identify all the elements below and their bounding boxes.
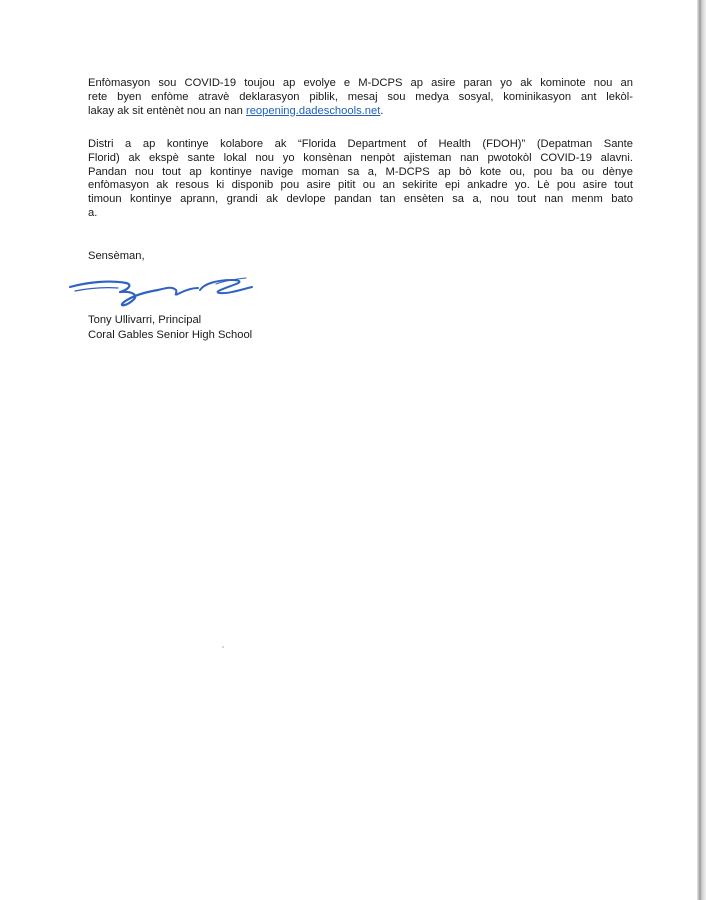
paragraph-line: rete byen enfòme atravè deklarasyon piblik, mesaj sou medya sosyal, kominikasyon ant lekòl- <box>88 90 633 103</box>
paragraph-line-prefix: lakay ak sit entènèt nou an nan <box>88 104 246 117</box>
reopening-website-link[interactable]: reopening.dadeschools.net <box>245 104 381 117</box>
paragraph-line: Pandan nou tout ap kontinye navige moman sa a, M-DCPS ap bò kote ou, pou ba ou dènye <box>88 165 633 178</box>
school-name: Coral Gables Senior High School <box>88 328 253 341</box>
page-edge-shadow <box>697 0 706 900</box>
fdoh-collaboration-paragraph <box>88 138 633 221</box>
paragraph-line-suffix: . <box>380 104 384 117</box>
closing-salutation: Sensèman, <box>88 250 145 262</box>
covid-info-paragraph <box>88 77 633 118</box>
paragraph-line: Enfòmasyon sou COVID-19 toujou ap evolye e M-DCPS ap asire paran yo ak kominote nou an <box>88 77 633 89</box>
paper-speck <box>222 646 224 648</box>
paragraph-line: Distri a ap kontinye kolabore ak “Florida Department of Health (FDOH)” (Depatman Sante <box>88 138 633 150</box>
paragraph-line: enfòmasyon ak resous ki disponib pou asire pitit ou an sekirite epi ankadre yo. Lè pou asire tout <box>88 179 633 192</box>
paragraph-line: timoun kontinye aprann, grandi ak devlope pandan tan ensèten sa a, nou tout nan menm bato <box>88 193 633 206</box>
paragraph-line <box>88 105 633 119</box>
signer-name-title: Tony Ullivarri, Principal <box>88 314 202 326</box>
handwritten-signature <box>66 266 256 316</box>
paragraph-line: a. <box>88 206 98 219</box>
paragraph-line: Florid) ak ekspè sante lokal nou yo konsènan nenpòt ajisteman nan pwotokòl COVID-19 alavni. <box>88 151 633 164</box>
signature-block <box>88 313 252 342</box>
